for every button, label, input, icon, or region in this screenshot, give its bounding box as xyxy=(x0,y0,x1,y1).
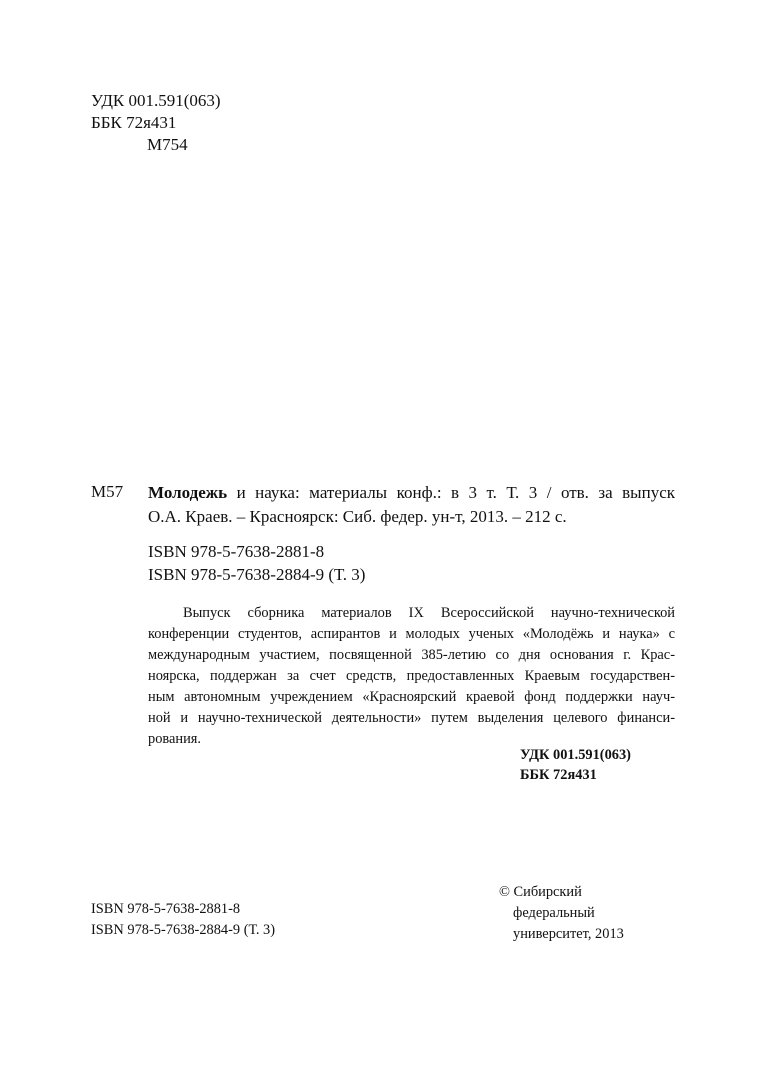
classification-codes-bold xyxy=(520,745,631,785)
entry-author-sign: М57 xyxy=(91,482,124,501)
annotation-line: конференции студентов, аспирантов и молодых ученых «Молодёжь и наука» с xyxy=(148,626,675,642)
isbn-footer-volume: ISBN 978-5-7638-2884-9 (Т. 3) xyxy=(91,922,276,938)
isbn-footer-main: ISBN 978-5-7638-2881-8 xyxy=(91,901,241,917)
bibliographic-description xyxy=(148,481,675,529)
bibliographic-line-1-rest: и наука: материалы конф.: в 3 т. Т. 3 / отв. за выпуск xyxy=(227,483,675,502)
copyright-line: федеральный xyxy=(513,905,595,921)
author-sign: М754 xyxy=(147,135,188,154)
classification-codes-top xyxy=(91,90,221,156)
annotation-line: ной и научно-технической деятельности» путем выделения целевого финанси- xyxy=(148,710,675,726)
bbk-code: ББК 72я431 xyxy=(91,113,177,132)
udk-code-bold: УДК 001.591(063) xyxy=(520,747,631,763)
annotation-line: ноярска, поддержан за счет средств, предоставленных Краевым государствен- xyxy=(148,668,675,684)
annotation-line: рования. xyxy=(148,731,202,747)
annotation xyxy=(148,603,675,750)
copyright-line: © Сибирский xyxy=(499,884,582,900)
annotation-line: международным участием, посвященной 385-летию со дня основания г. Крас- xyxy=(148,647,675,663)
udk-code: УДК 001.591(063) xyxy=(91,91,221,110)
isbn-footer xyxy=(91,899,275,941)
isbn-main: ISBN 978-5-7638-2881-8 xyxy=(148,542,325,561)
bibliographic-line-1 xyxy=(148,481,675,505)
copyright-line: университет, 2013 xyxy=(513,926,624,942)
isbn-block xyxy=(148,540,365,586)
bbk-code-bold: ББК 72я431 xyxy=(520,767,597,783)
annotation-line: ным автономным учреждением «Красноярский краевой фонд поддержки науч- xyxy=(148,689,675,705)
bibliographic-line-2: О.А. Краев. – Красноярск: Сиб. федер. ун-т, 2013. – 212 с. xyxy=(148,507,567,526)
isbn-volume: ISBN 978-5-7638-2884-9 (Т. 3) xyxy=(148,565,366,584)
annotation-line: Выпуск сборника материалов IX Всероссийской научно-технической xyxy=(183,605,675,621)
copyright-notice xyxy=(499,882,624,945)
book-title: Молодежь xyxy=(148,483,228,502)
